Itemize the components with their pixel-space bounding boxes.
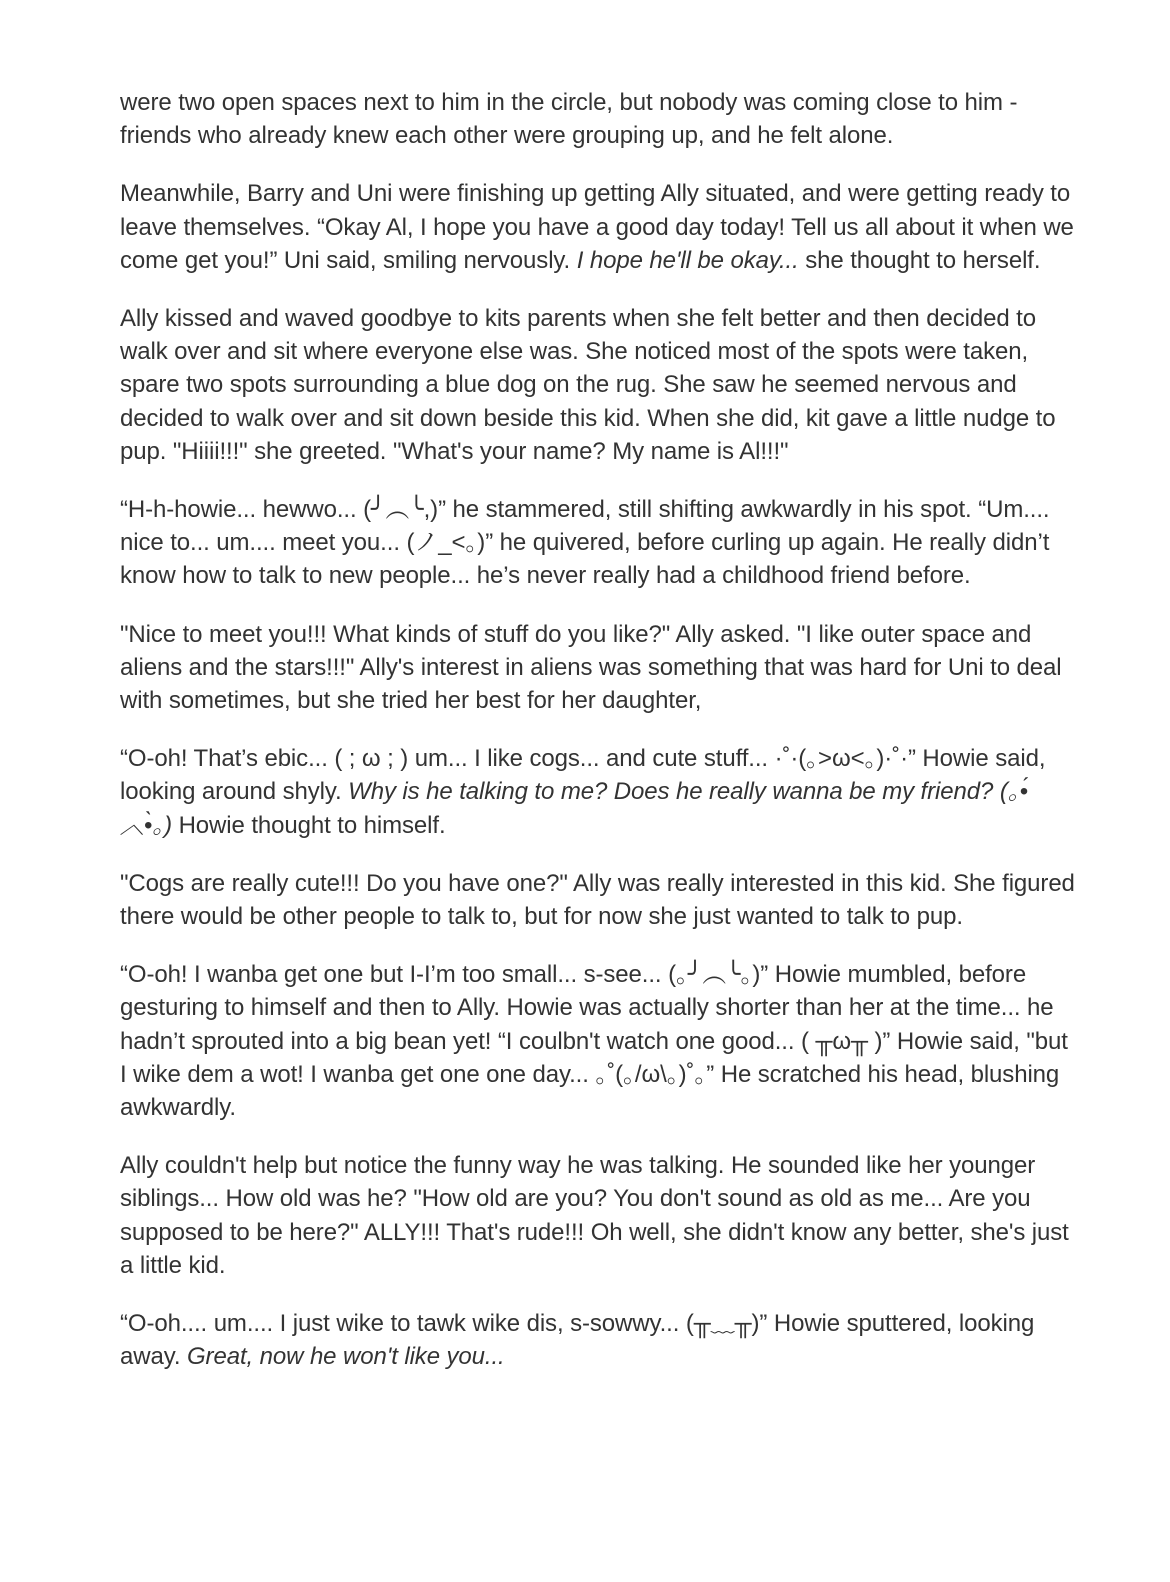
story-paragraph [120, 1149, 1075, 1282]
story-page [120, 86, 1075, 1399]
story-paragraph [120, 1307, 1075, 1373]
paragraph-text: “O-oh.... um.... I just wike to tawk wike dis, s-sowwy... (╥﹏╥)” Howie sputtered, looking away. [120, 1310, 1035, 1371]
story-paragraph [120, 86, 1075, 152]
story-paragraph [120, 177, 1075, 277]
paragraph-text: she thought to herself. [798, 246, 1041, 274]
paragraph-text: “O-oh! That’s ebic... ( ; ω ; ) um... I like cogs... and cute stuff... ·˚·(｡>ω<｡)·˚·” Howie said, looking around shyly. [120, 745, 1046, 806]
story-paragraph [120, 618, 1075, 718]
paragraph-text: were two open spaces next to him in the circle, but nobody was coming close to him - friends who already knew each other were grouping up, and he felt alone. [120, 89, 1018, 150]
paragraph-text: “H-h-howie... hewwo... (╯︵╰,)” he stammered, still shifting awkwardly in his spot. “Um.... nice to... um.... meet you... (ノ_<。)” he quivered, before curling up again. He really didn’t know how to talk to new people... he’s never really had a childhood friend before. [120, 496, 1050, 590]
paragraph-text: "Nice to meet you!!! What kinds of stuff do you like?" Ally asked. "I like outer space and aliens and the stars!!!" Ally's interest in aliens was something that was hard for Uni to deal with sometimes, but she tried her best for her daughter, [120, 620, 1062, 715]
story-paragraph [120, 958, 1075, 1124]
story-paragraph [120, 302, 1075, 468]
story-paragraph [120, 742, 1075, 842]
inner-thought-text: Great, now he won't like you... [186, 1343, 505, 1371]
paragraph-text: “O-oh! I wanba get one but I-I’m too small... s-see... (｡╯︵╰｡)” Howie mumbled, before gesturing to himself and then to Ally. Howie was actually shorter than her at the time... he hadn’t sprouted into a big bean yet! “I coulbn't watch one good... ( ╥ω╥ )” Howie said, "but I wike dem a wot! I wanba get one one day... ｡˚(｡/ω\｡)˚｡” He scratched his head, blushing awkwardly. [120, 961, 1068, 1122]
inner-thought-text: Why is he talking to me? Does he really wanna be my friend? (｡•́︿•̀｡) [120, 778, 1028, 839]
story-paragraph [120, 493, 1075, 593]
paragraph-text: "Cogs are really cute!!! Do you have one?" Ally was really interested in this kid. She figured there would be other people to talk to, but for now she just wanted to talk to pup. [120, 869, 1075, 931]
paragraph-text: Ally couldn't help but notice the funny way he was talking. He sounded like her younger siblings... How old was he? "How old are you? You don't sound as old as me... Are you supposed to be here?" ALLY!!! That's rude!!! Oh well, she didn't know any better, she's just a little kid. [120, 1152, 1069, 1279]
paragraph-text: Meanwhile, Barry and Uni were finishing up getting Ally situated, and were getting ready to leave themselves. “Okay Al, I hope you have a good day today! Tell us all about it when we come get you!” Uni said, smiling nervously. [120, 180, 1074, 274]
story-paragraph [120, 867, 1075, 933]
paragraph-text: Howie thought to himself. [172, 811, 446, 839]
inner-thought-text: I hope he'll be okay... [576, 246, 799, 274]
paragraph-text: Ally kissed and waved goodbye to kits parents when she felt better and then decided to walk over and sit where everyone else was. She noticed most of the spots were taken, spare two spots surrounding a blue dog on the rug. She saw he seemed nervous and decided to walk over and sit down beside this kid. When she did, kit gave a little nudge to pup. "Hiiii!!!" she greeted. "What's your name? My name is Al!!!" [120, 305, 1056, 465]
